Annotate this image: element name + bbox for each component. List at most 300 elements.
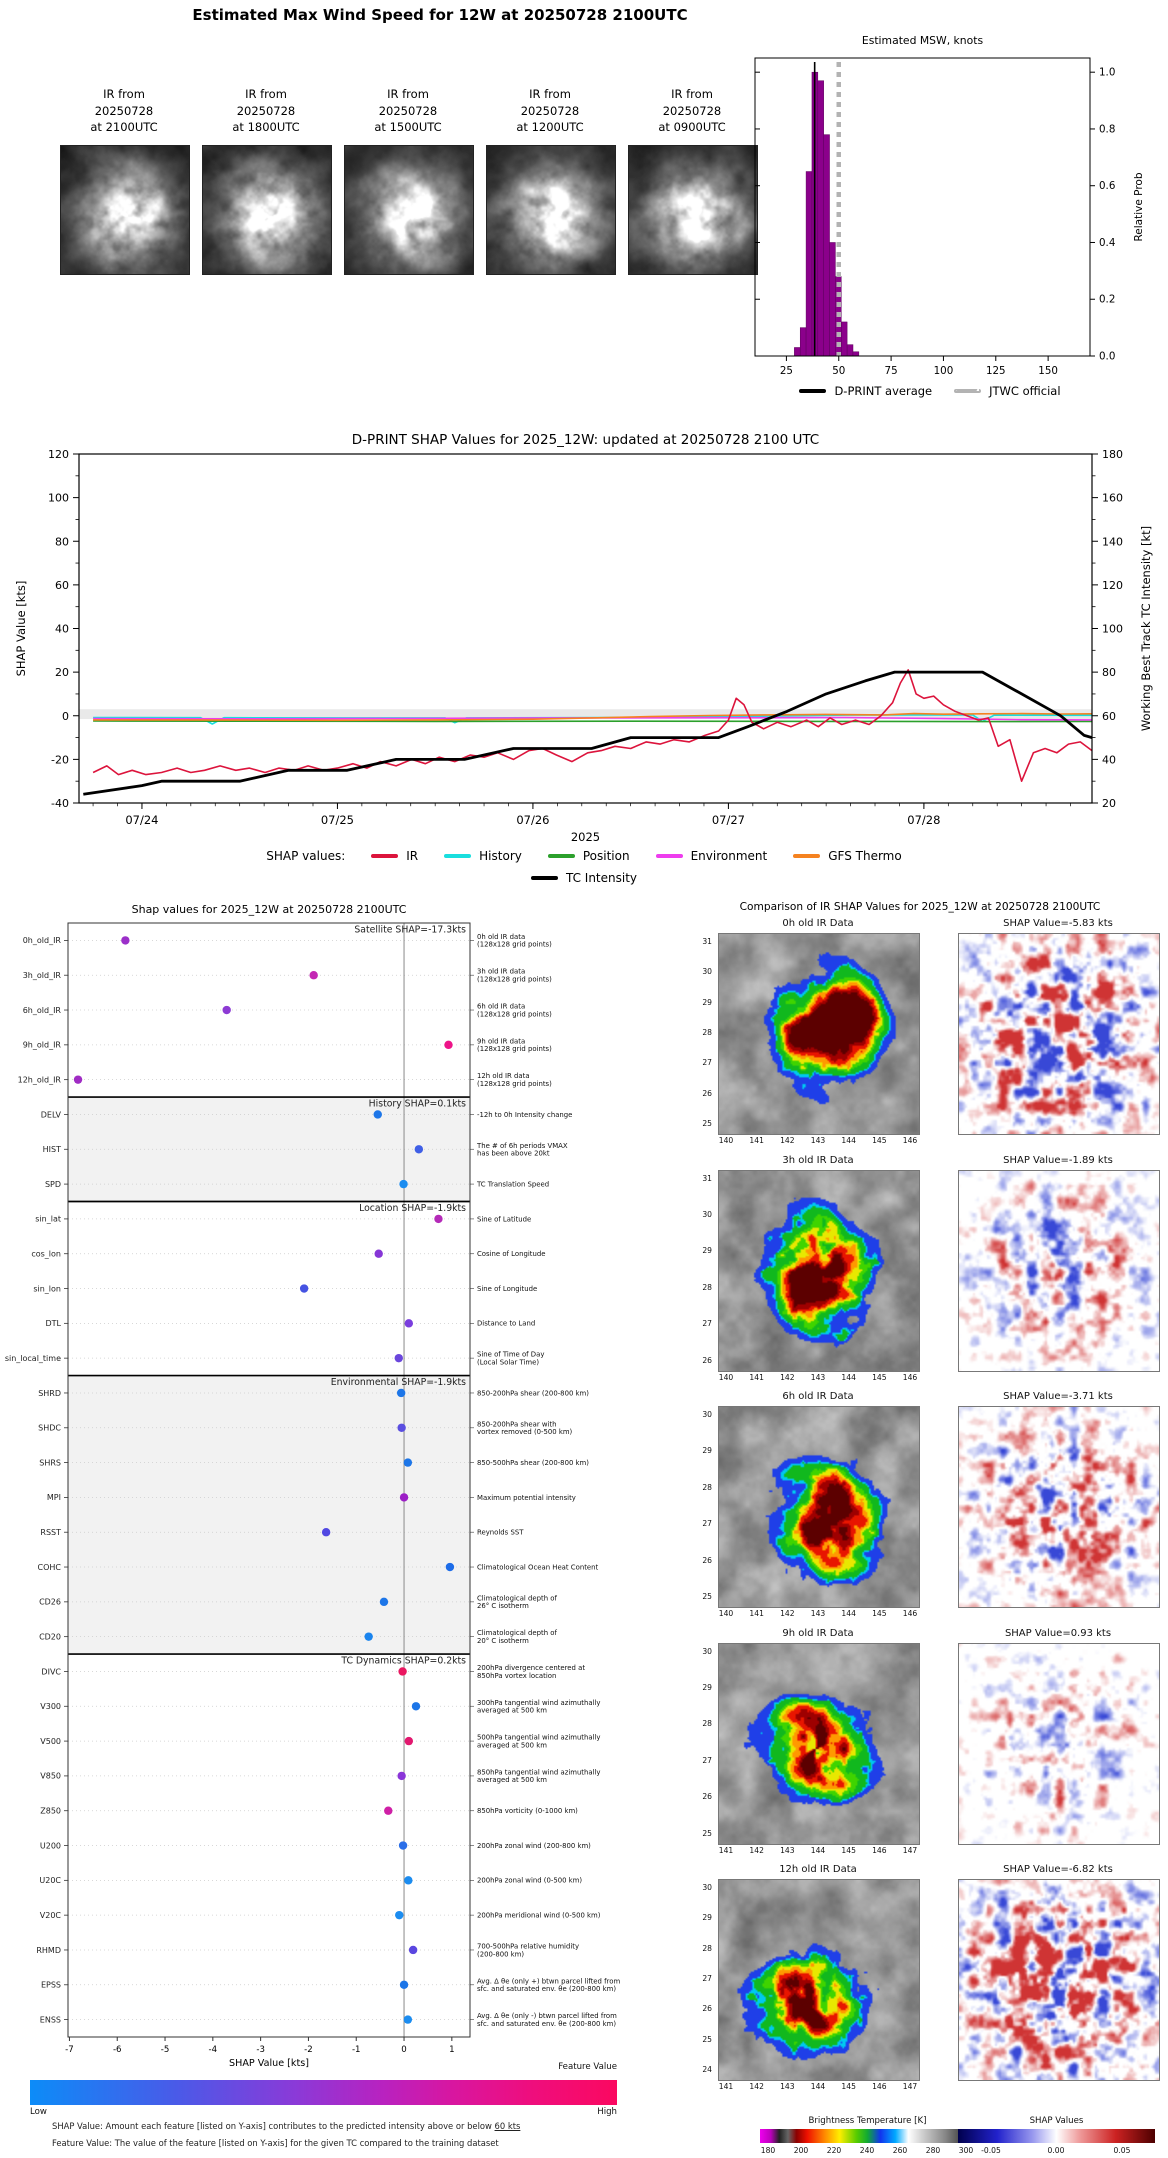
histogram-bar — [830, 242, 836, 356]
feature-description: 200hPa divergence centered at — [477, 1663, 586, 1672]
svg-text:125: 125 — [985, 365, 1006, 377]
feature-description: (128x128 grid points) — [477, 1079, 552, 1088]
feature-description: -12h to 0h Intensity change — [477, 1110, 573, 1119]
feature-shap-dot — [222, 1006, 230, 1014]
svg-text:100: 100 — [1102, 622, 1123, 636]
feature-row-label: V500 — [40, 1736, 61, 1746]
feature-value-colorbar — [30, 2080, 617, 2105]
feature-description: (128x128 grid points) — [477, 940, 552, 949]
x-tick-label: 143 — [810, 1372, 826, 1382]
feature-row-label: CD20 — [39, 1632, 61, 1642]
histogram-legend — [700, 384, 1160, 398]
svg-text:2025: 2025 — [570, 830, 601, 844]
y-tick-label: 26 — [702, 1555, 712, 1565]
feature-row-label: sin_local_time — [4, 1353, 61, 1363]
shap-row-title: SHAP Value=0.93 kts — [1004, 1627, 1112, 1639]
ir-comparison-title: Comparison of IR SHAP Values for 2025_12W at 20250728 2100UTC — [739, 901, 1101, 913]
x-tick-label: 141 — [749, 1609, 764, 1618]
feature-description: (200-800 km) — [477, 1950, 525, 1959]
x-tick-label: 144 — [810, 2082, 826, 2091]
x-tick-label: 145 — [841, 2082, 856, 2091]
series-tc-intensity — [83, 672, 1092, 794]
feature-shap-dot — [409, 1946, 417, 1954]
series-position — [93, 721, 1092, 722]
ir-thumbnail-label: IR from 20250728 at 2100UTC — [90, 87, 158, 134]
page-title: Estimated Max Wind Speed for 12W at 20250728 2100UTC — [192, 6, 688, 24]
svg-text:-20: -20 — [51, 753, 69, 767]
svg-text:0.0: 0.0 — [1099, 350, 1116, 363]
y-tick-label: 27 — [702, 1319, 712, 1329]
shap-row-title: SHAP Value=-6.82 kts — [1003, 1864, 1113, 1875]
y-tick-label: 27 — [702, 1755, 712, 1765]
x-tick-label: 146 — [902, 1136, 918, 1145]
feature-shap-dot — [398, 1667, 406, 1675]
svg-text:07/24: 07/24 — [125, 813, 159, 827]
feature-description: Climatological Ocean Heat Content — [477, 1563, 599, 1572]
feature-row-label: HIST — [42, 1145, 61, 1155]
y-tick-label: 24 — [702, 2065, 712, 2074]
feature-shap-dot — [399, 1180, 407, 1188]
svg-text:1: 1 — [449, 2045, 455, 2055]
msw-histogram-chart — [690, 20, 1168, 392]
feature-description: TC Translation Speed — [477, 1180, 550, 1189]
x-tick-label: 144 — [810, 1845, 826, 1855]
feature-description: 26° C isotherm — [477, 1602, 529, 1611]
y-tick-label: 26 — [702, 2004, 712, 2014]
shap-timeseries-chart — [0, 420, 1168, 850]
svg-text:80: 80 — [55, 535, 69, 549]
svg-text:-40: -40 — [51, 797, 69, 810]
feature-description: (Local Solar Time) — [477, 1358, 540, 1367]
svg-text:20: 20 — [1102, 797, 1116, 810]
shap-colorbar-title: SHAP Values — [1029, 2116, 1084, 2126]
feature-description: Sine of Latitude — [477, 1215, 532, 1224]
svg-text:-2: -2 — [304, 2045, 313, 2055]
ir-data-image-2 — [718, 1406, 920, 1608]
x-tick-label: 145 — [841, 1845, 856, 1855]
feature-row-label: RSST — [40, 1528, 61, 1538]
y-tick-label: 28 — [702, 1719, 712, 1729]
svg-text:D-PRINT SHAP Values for 2025_1: D-PRINT SHAP Values for 2025_12W: updated at 20250728 2100 UTC — [351, 432, 820, 448]
y-tick-label: 29 — [702, 1913, 712, 1923]
feature-description: Climatological depth of — [477, 1594, 557, 1603]
colorbar-low-label: Low — [30, 2107, 47, 2117]
feature-shap-dot — [404, 1458, 412, 1466]
ir-row-title: 12h old IR Data — [779, 1864, 857, 1875]
feature-description: 850-500hPa shear (200-800 km) — [477, 1458, 589, 1467]
svg-text:0.6: 0.6 — [1099, 180, 1116, 193]
feature-shap-dot — [374, 1110, 382, 1118]
feature-row-label: cos_lon — [31, 1249, 61, 1259]
x-tick-label: 146 — [902, 1609, 918, 1618]
feature-row-label: 0h_old_IR — [22, 936, 61, 946]
series-swatch-icon — [531, 876, 558, 880]
y-tick-label: 26 — [702, 1792, 712, 1802]
feature-description: 20° C isotherm — [477, 1636, 529, 1645]
svg-text:07/26: 07/26 — [516, 813, 550, 827]
feature-description: averaged at 500 km — [477, 1776, 547, 1785]
feature-row-label: ENSS — [39, 2015, 61, 2025]
ir-data-image-3 — [718, 1643, 920, 1845]
feature-description: vortex removed (0-500 km) — [477, 1428, 573, 1437]
bt-tick-label: 200 — [793, 2146, 809, 2155]
svg-text:100: 100 — [933, 365, 954, 377]
y-tick-label: 28 — [702, 1482, 712, 1492]
svg-text:-4: -4 — [208, 2045, 218, 2055]
feature-description: (128x128 grid points) — [477, 1010, 552, 1019]
y-tick-label: 30 — [702, 967, 712, 977]
feature-shap-dot — [395, 1911, 403, 1919]
y-tick-label: 27 — [702, 1974, 712, 1983]
shap-row-title: SHAP Value=-1.89 kts — [1003, 1154, 1113, 1166]
svg-text:Working Best Track TC Intensit: Working Best Track TC Intensity [kt] — [1139, 525, 1153, 732]
y-tick-label: 31 — [702, 937, 712, 946]
feature-description: Sine of Time of Day — [477, 1350, 545, 1359]
section-header: TC Dynamics SHAP=0.2kts — [341, 1655, 466, 1667]
feature-description: 0h old IR data — [477, 932, 526, 941]
svg-text:180: 180 — [1102, 448, 1123, 461]
shap-row-title: SHAP Value=-5.83 kts — [1003, 918, 1113, 929]
feature-shap-dot — [444, 1041, 452, 1049]
feature-shap-dot — [322, 1528, 330, 1536]
feature-description: averaged at 500 km — [477, 1706, 547, 1715]
x-tick-label: 140 — [718, 1609, 734, 1618]
feature-description: (128x128 grid points) — [477, 1045, 552, 1054]
x-tick-label: 143 — [780, 2082, 795, 2091]
histogram-bar — [818, 81, 824, 356]
x-tick-label: 142 — [780, 1136, 795, 1145]
feature-shap-dot — [400, 1493, 408, 1501]
shap-cb-tick-label: -0.05 — [981, 2146, 1001, 2155]
histogram-bar — [847, 345, 853, 356]
svg-text:-3: -3 — [256, 2045, 265, 2055]
ir-row-title: 6h old IR Data — [782, 1391, 854, 1402]
legend-item-dprint-average: D-PRINT average — [799, 384, 932, 398]
feature-description: 200hPa zonal wind (0-500 km) — [477, 1876, 583, 1885]
section-header: Environmental SHAP=-1.9kts — [330, 1376, 466, 1388]
x-tick-label: 147 — [902, 2082, 918, 2091]
x-tick-label: 141 — [718, 2082, 734, 2091]
ir-row-title: 9h old IR Data — [782, 1627, 854, 1639]
svg-text:SHAP Value [kts]: SHAP Value [kts] — [229, 2058, 309, 2069]
feature-shap-dot — [397, 1424, 405, 1432]
x-tick-label: 144 — [841, 1136, 856, 1145]
feature-shap-dot — [364, 1632, 372, 1640]
svg-text:150: 150 — [1038, 365, 1058, 377]
svg-text:40: 40 — [1102, 753, 1116, 767]
feature-description: (128x128 grid points) — [477, 975, 552, 984]
svg-text:120: 120 — [1102, 578, 1123, 592]
feature-row-label: EPSS — [40, 1980, 61, 1990]
y-tick-label: 28 — [702, 1028, 712, 1037]
svg-text:80: 80 — [1102, 666, 1116, 680]
feature-description: Maximum potential intensity — [477, 1493, 576, 1502]
x-tick-label: 141 — [749, 1136, 764, 1145]
feature-description: 6h old IR data — [477, 1002, 526, 1011]
legend-item-history: History — [444, 849, 522, 863]
series-swatch-icon — [548, 854, 575, 858]
feature-shap-dot — [380, 1598, 388, 1606]
y-tick-label: 30 — [702, 1410, 712, 1419]
svg-text:SHAP Value [kts]: SHAP Value [kts] — [14, 580, 28, 677]
feature-description: 9h old IR data — [477, 1037, 526, 1046]
feature-row-label: CD26 — [39, 1597, 61, 1607]
feature-row-label: 6h_old_IR — [22, 1005, 61, 1015]
feature-description: Climatological depth of — [477, 1629, 557, 1638]
feature-description: 12h old IR data — [477, 1072, 530, 1081]
x-tick-label: 142 — [749, 1845, 764, 1855]
x-tick-label: 143 — [780, 1845, 795, 1855]
x-tick-label: 142 — [780, 1372, 795, 1382]
legend-item-jtwc-official: JTWC official — [954, 384, 1060, 398]
feature-description: averaged at 500 km — [477, 1741, 547, 1750]
dotplot-title: Shap values for 2025_12W at 20250728 2100UTC — [131, 903, 407, 916]
feature-shap-dot — [375, 1250, 383, 1258]
series-swatch-icon — [444, 854, 471, 858]
ir-data-image-4 — [718, 1879, 920, 2081]
feature-shap-dot — [405, 1737, 413, 1745]
histogram-bar — [841, 322, 847, 356]
feature-shap-dot — [397, 1389, 405, 1397]
feature-description: sfc. and saturated env. θe (200-800 km) — [477, 2019, 617, 2028]
feature-shap-dot — [446, 1563, 454, 1571]
y-tick-label: 29 — [702, 997, 712, 1007]
legend-item-tc-intensity: TC Intensity — [531, 871, 637, 885]
svg-text:0.4: 0.4 — [1099, 236, 1116, 249]
feature-shap-dot — [405, 1319, 413, 1327]
jtwc-official-dashed-icon — [954, 389, 981, 393]
svg-text:07/28: 07/28 — [907, 813, 941, 827]
bt-tick-label: 300 — [958, 2146, 974, 2155]
bt-colorbar-title: Brightness Temperature [K] — [808, 2116, 927, 2126]
feature-description: sfc. and saturated env. θe (200-800 km) — [477, 1985, 617, 1994]
feature-description: Distance to Land — [477, 1319, 536, 1328]
svg-text:1.0: 1.0 — [1099, 66, 1116, 79]
x-tick-label: 142 — [749, 2082, 764, 2091]
y-tick-label: 31 — [702, 1173, 712, 1183]
ir-thumbnail-label: IR from 20250728 at 1200UTC — [516, 87, 584, 134]
feature-description: Sine of Longitude — [477, 1284, 538, 1293]
y-tick-label: 25 — [702, 1119, 712, 1128]
feature-shap-dot — [400, 1981, 408, 1989]
feature-shap-dot — [404, 2015, 412, 2023]
feature-shap-dot — [399, 1841, 407, 1849]
feature-description: Reynolds SST — [477, 1528, 524, 1537]
svg-text:Relative Prob: Relative Prob — [1133, 172, 1145, 242]
feature-description: 850-200hPa shear (200-800 km) — [477, 1389, 589, 1398]
bt-tick-label: 220 — [826, 2146, 842, 2155]
feature-description: The # of 6h periods VMAX — [477, 1141, 568, 1150]
histogram-bar — [853, 352, 859, 356]
svg-text:07/25: 07/25 — [320, 813, 355, 827]
feature-row-label: V20C — [39, 1910, 61, 1920]
svg-text:60: 60 — [1102, 709, 1116, 723]
dprint-average-line-icon — [799, 389, 826, 393]
svg-text:Estimated MSW, knots: Estimated MSW, knots — [861, 34, 984, 47]
svg-text:100: 100 — [48, 491, 69, 505]
feature-shap-dot — [404, 1876, 412, 1884]
feature-shap-dot — [384, 1807, 392, 1815]
feature-shap-dot — [415, 1145, 423, 1153]
section-header: Satellite SHAP=-17.3kts — [354, 924, 466, 936]
section-header: History SHAP=0.1kts — [368, 1098, 466, 1110]
feature-row-label: 9h_old_IR — [22, 1040, 61, 1050]
feature-row-label: RHMD — [36, 1945, 61, 1955]
feature-description: 300hPa tangential wind azimuthally — [477, 1698, 601, 1707]
feature-shap-dot — [74, 1075, 82, 1083]
y-tick-label: 29 — [702, 1446, 712, 1456]
series-swatch-icon — [793, 854, 820, 858]
shap-row-title: SHAP Value=-3.71 kts — [1003, 1391, 1113, 1402]
timeseries-legend-row1 — [0, 849, 1168, 863]
svg-text:0: 0 — [401, 2045, 407, 2055]
ir-row-title: 3h old IR Data — [782, 1154, 854, 1166]
svg-text:50: 50 — [832, 365, 846, 377]
feature-row-label: U200 — [39, 1841, 61, 1851]
svg-text:0: 0 — [62, 709, 69, 723]
svg-text:-7: -7 — [65, 2045, 74, 2055]
ir-thumbnail-image-0 — [60, 145, 190, 275]
feature-row-label: COHC — [37, 1562, 61, 1572]
histogram-bar — [806, 172, 812, 356]
feature-shap-dot — [412, 1702, 420, 1710]
feature-row-label: DTL — [45, 1319, 61, 1329]
y-tick-label: 27 — [702, 1058, 712, 1068]
x-tick-label: 145 — [872, 1136, 887, 1145]
x-tick-label: 140 — [718, 1372, 734, 1382]
feature-shap-dot — [395, 1354, 403, 1362]
svg-text:120: 120 — [48, 448, 69, 461]
feature-footnote: Feature Value: The value of the feature [listed on Y-axis] for the given TC compared to the training dataset — [52, 2138, 499, 2148]
feature-description: Avg. Δ θe (only +) btwn parcel lifted from — [477, 1977, 621, 1986]
feature-row-label: V300 — [40, 1702, 61, 1712]
y-tick-label: 30 — [702, 1883, 712, 1892]
x-tick-label: 144 — [841, 1609, 856, 1618]
ir-data-image-1 — [718, 1170, 920, 1372]
feature-value-colorbar-title: Feature Value — [558, 2062, 617, 2072]
svg-text:0.2: 0.2 — [1099, 293, 1116, 306]
feature-row-label: Z850 — [40, 1806, 61, 1816]
bt-tick-label: 260 — [892, 2146, 908, 2155]
x-tick-label: 143 — [810, 1136, 826, 1145]
feature-description: 200hPa meridional wind (0-500 km) — [477, 1911, 601, 1920]
y-tick-label: 28 — [702, 1943, 712, 1953]
feature-description: Cosine of Longitude — [477, 1250, 546, 1259]
ir-thumbnail-label: IR from 20250728 at 0900UTC — [658, 87, 726, 134]
timeseries-legend-row2 — [0, 871, 1168, 885]
histogram-bar — [800, 328, 806, 356]
legend-item-gfs-thermo: GFS Thermo — [793, 849, 902, 863]
y-tick-label: 27 — [702, 1519, 712, 1529]
shap-map-image-1 — [958, 1170, 1160, 1372]
shap-map-image-2 — [958, 1406, 1160, 1608]
legend-item-ir: IR — [371, 849, 418, 863]
series-swatch-icon — [656, 854, 683, 858]
x-tick-label: 145 — [872, 1372, 887, 1382]
legend-prefix: SHAP values: — [266, 849, 346, 863]
feature-description: 500hPa tangential wind azimuthally — [477, 1733, 601, 1742]
x-tick-label: 143 — [810, 1609, 826, 1618]
x-tick-label: 142 — [780, 1609, 795, 1618]
feature-description: 200hPa zonal wind (200-800 km) — [477, 1841, 591, 1850]
series-ir — [93, 670, 1092, 781]
feature-row-label: SHDC — [38, 1423, 61, 1433]
x-tick-label: 147 — [902, 1845, 918, 1855]
legend-item-environment: Environment — [656, 849, 768, 863]
ir-data-image-0 — [718, 933, 920, 1135]
x-tick-label: 141 — [749, 1372, 764, 1382]
x-tick-label: 146 — [902, 1372, 918, 1382]
x-tick-label: 144 — [841, 1372, 856, 1382]
x-tick-label: 145 — [872, 1609, 887, 1618]
feature-description: Avg. Δ θe (only -) btwn parcel lifted from — [477, 2012, 617, 2021]
svg-text:-6: -6 — [112, 2045, 122, 2055]
colorbar-high-label: High — [597, 2107, 617, 2117]
svg-text:07/27: 07/27 — [711, 813, 745, 827]
ir-thumbnail-image-2 — [344, 145, 474, 275]
feature-description: 850hPa vortex location — [477, 1671, 557, 1680]
svg-text:60: 60 — [55, 578, 69, 592]
series-swatch-icon — [371, 854, 398, 858]
shap-dotplot-chart — [0, 900, 640, 2075]
shap-values-colorbar — [958, 2129, 1155, 2143]
x-tick-label: 140 — [718, 1136, 734, 1145]
feature-row-label: U20C — [39, 1876, 61, 1886]
y-tick-label: 26 — [702, 1355, 712, 1365]
x-tick-label: 141 — [718, 1845, 734, 1855]
feature-description: 700-500hPa relative humidity — [477, 1942, 580, 1951]
feature-row-label: sin_lat — [35, 1214, 61, 1224]
svg-text:25: 25 — [779, 365, 793, 377]
y-tick-label: 29 — [702, 1246, 712, 1256]
svg-text:140: 140 — [1102, 535, 1123, 549]
feature-row-label: V850 — [40, 1771, 61, 1781]
ir-thumbnail-label: IR from 20250728 at 1500UTC — [374, 87, 442, 134]
feature-row-label: SPD — [44, 1179, 61, 1189]
feature-row-label: DELV — [40, 1110, 61, 1120]
legend-item-position: Position — [548, 849, 630, 863]
svg-text:20: 20 — [55, 666, 69, 680]
shap-map-image-3 — [958, 1643, 1160, 1845]
feature-row-label: SHRD — [38, 1388, 61, 1398]
y-tick-label: 25 — [702, 1828, 712, 1838]
feature-row-label: DIVC — [41, 1667, 61, 1677]
svg-text:75: 75 — [884, 365, 898, 377]
y-tick-label: 29 — [702, 1682, 712, 1692]
y-tick-label: 26 — [702, 1088, 712, 1098]
feature-description: 850-200hPa shear with — [477, 1420, 557, 1429]
feature-row-label: 12h_old_IR — [17, 1075, 61, 1085]
feature-description: 850hPa tangential wind azimuthally — [477, 1768, 601, 1777]
feature-shap-dot — [300, 1284, 308, 1292]
y-tick-label: 30 — [702, 1646, 712, 1656]
ir-thumbnail-image-1 — [202, 145, 332, 275]
x-tick-label: 146 — [872, 1845, 887, 1855]
y-tick-label: 30 — [702, 1209, 712, 1219]
feature-description: 850hPa vorticity (0-1000 km) — [477, 1807, 578, 1816]
feature-shap-dot — [434, 1215, 442, 1223]
feature-row-label: MPI — [46, 1493, 61, 1503]
histogram-bar — [794, 347, 800, 356]
svg-text:0.8: 0.8 — [1099, 123, 1116, 136]
feature-description: has been above 20kt — [477, 1149, 550, 1158]
bt-tick-label: 280 — [925, 2146, 941, 2155]
shap-cb-tick-label: 0.00 — [1047, 2146, 1065, 2155]
bt-colorbar — [760, 2129, 975, 2143]
bt-tick-label: 180 — [760, 2146, 776, 2155]
shap-map-image-0 — [958, 933, 1160, 1135]
shap-cb-tick-label: 0.05 — [1113, 2146, 1131, 2155]
